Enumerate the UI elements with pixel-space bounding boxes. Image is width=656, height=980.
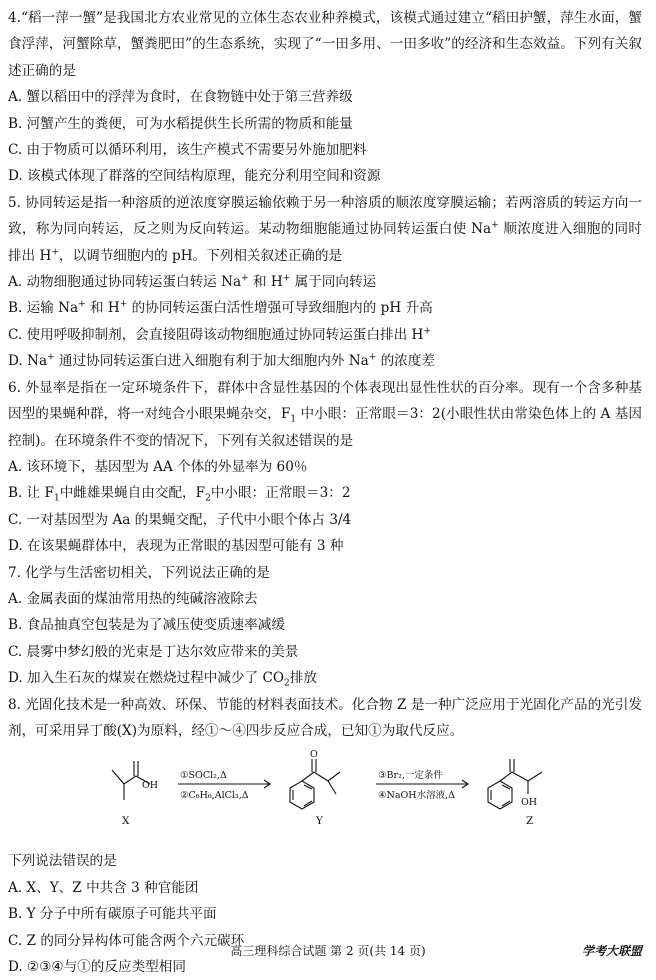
superscript: + <box>241 273 249 284</box>
stem-text: 顺浓度进入细胞的同时排出 H <box>8 221 642 264</box>
question-4-option-b: B. 河蟹产生的粪便，可为水稻提供生长所需的物质和能量 <box>8 115 353 132</box>
page-footer <box>0 938 656 962</box>
option-text: 和 H <box>248 274 283 291</box>
arrow-2-top-label: ③Br₂,一定条件 <box>378 770 443 782</box>
exam-page <box>0 5 656 980</box>
question-6-stem <box>0 375 656 454</box>
question-5-option-c <box>0 322 656 348</box>
option-text: 和 H <box>85 300 120 317</box>
stem-text: ，以调节细胞内的 pH。下列相关叙述正确的是 <box>58 247 343 264</box>
question-7-option-d <box>0 665 656 691</box>
atom-oh-z: OH <box>521 797 538 809</box>
question-8-prompt: 下列说法错误的是 <box>8 853 117 870</box>
option-text: D. Na <box>8 353 48 370</box>
question-6-option-c: C. 一对基因型为 Aa 的果蝇交配，子代中小眼个体占 3/4 <box>8 511 352 528</box>
question-7 <box>0 560 656 692</box>
reaction-arrow-2 <box>376 780 468 788</box>
question-4-option-c: C. 由于物质可以循环利用，该生产模式不需要另外施加肥料 <box>8 142 367 159</box>
subscript: 2 <box>205 494 211 505</box>
option-text: C. 使用呼吸抑制剂，会直接阻碍该动物细胞通过协同转运蛋白排出 H <box>8 326 424 343</box>
page-number: 高三理科综合试题 第 2 页(共 14 页) <box>230 944 426 958</box>
molecule-y <box>290 759 340 809</box>
question-5-option-d <box>0 348 656 374</box>
reaction-scheme-drawing <box>0 748 656 848</box>
option-text: 中雌雄果蝇自由交配，F <box>59 485 206 502</box>
superscript: + <box>78 299 86 310</box>
subscript: 1 <box>53 494 60 505</box>
option-text: 属于同向转运 <box>290 274 377 291</box>
option-text: B. 运输 Na <box>8 300 79 317</box>
label-z: Z <box>526 815 534 828</box>
subscript: 1 <box>290 414 297 425</box>
label-x: X <box>122 815 130 828</box>
arrow-1-top-label: ①SOCl₂,Δ <box>180 770 227 782</box>
stem-text: 5. 协同转运是指一种溶质的逆浓度穿膜运输依赖于另一种溶质的顺浓度穿膜运输；若两溶质的转运方向一致，称为同向转运，反之则为反向转运。某动物细胞能通过协同转运蛋白使 Na <box>8 194 642 238</box>
question-7-option-c: C. 晨雾中梦幻般的光束是丁达尔效应带来的美景 <box>8 643 299 660</box>
question-6-option-a: A. 该环境下，基因型为 AA 个体的外显率为 60％ <box>8 458 308 475</box>
question-6 <box>0 375 656 560</box>
option-text: A. 动物细胞通过协同转运蛋白转运 Na <box>8 274 242 291</box>
option-text: 的浓度差 <box>376 353 435 370</box>
superscript: + <box>119 299 128 310</box>
option-text: 中小眼：正常眼＝3：2 <box>210 485 351 502</box>
publisher-brand: 学考大联盟 <box>581 944 642 958</box>
question-5-stem <box>0 190 656 269</box>
question-5 <box>0 190 656 375</box>
question-6-option-d: D. 在该果蝇群体中，表现为正常眼的基因型可能有 3 种 <box>8 538 344 555</box>
option-text: 通过协同转运蛋白进入细胞有利于加大细胞内外 Na <box>54 353 369 370</box>
atom-o: O <box>310 749 318 761</box>
stem-text: 6. 外显率是指在一定环境条件下，群体中含显性基因的个体表现出显性性状的百分率。现有一个含多种基因型的果蝇种群，将一对纯合小眼果蝇杂交，F <box>8 379 642 423</box>
question-4-option-d: D. 该模式体现了群落的空间结构原理，能充分利用空间和资源 <box>8 168 381 185</box>
question-4-stem: 4.“稻一萍一蟹”是我国北方农业常见的立体生态农业种养模式，该模式通过建立“稻田护蟹，萍生水面，蟹食浮萍，河蟹除草，蟹粪肥田”的生态系统，实现了“一田多用、一田多收”的经济和生态效益。下列有关叙述正确的是 <box>8 10 642 79</box>
option-text: D. 加入生石灰的煤炭在燃烧过程中减少了 CO <box>8 670 285 687</box>
question-6-option-b <box>0 480 656 506</box>
question-4 <box>0 5 656 190</box>
question-8-option-b: B. Y 分子中所有碳原子可能共平面 <box>8 906 217 923</box>
question-8-option-c: C. Z 的同分异构体可能含两个六元碳环 <box>8 932 245 949</box>
question-5-option-a <box>0 269 656 295</box>
superscript: + <box>423 326 431 337</box>
reaction-arrow-1 <box>178 780 270 788</box>
label-y: Y <box>316 815 323 828</box>
option-text: 排放 <box>289 670 317 687</box>
question-7-stem: 7. 化学与生活密切相关，下列说法正确的是 <box>8 564 270 581</box>
superscript: + <box>282 273 291 284</box>
superscript: + <box>47 352 55 363</box>
question-8-option-d: D. ②③④与①的反应类型相同 <box>8 959 186 975</box>
stem-text: 中小眼：正常眼＝3：2(小眼性状由常染色体上的 A 基因控制)。在环境条件不变的情况下，下列有关叙述错误的是 <box>8 406 642 449</box>
superscript: + <box>368 352 377 363</box>
subscript: 2 <box>284 678 290 689</box>
question-8 <box>0 692 656 980</box>
arrow-1-bottom-label: ②C₆H₆,AlCl₃,Δ <box>180 790 249 802</box>
reaction-scheme <box>0 748 656 848</box>
option-text: 的协同转运蛋白活性增强可导致细胞内的 pH 升高 <box>127 300 433 317</box>
superscript: + <box>51 247 59 258</box>
question-8-option-a: A. X、Y、Z 中共含 3 种官能团 <box>8 879 199 896</box>
arrow-2-bottom-label: ④NaOH水溶液,Δ <box>378 790 455 802</box>
superscript: + <box>491 220 499 231</box>
question-4-option-a: A. 蟹以稻田中的浮萍为食时，在食物链中处于第三营养级 <box>8 89 353 106</box>
question-5-option-b <box>0 295 656 321</box>
question-7-option-a: A. 金属表面的煤油常用热的纯碱溶液除去 <box>8 590 258 607</box>
option-text: B. 让 F <box>8 485 54 502</box>
atom-oh-x: OH <box>142 780 159 792</box>
question-8-stem: 8. 光固化技术是一种高效、环保、节能的材料表面技术。化合物 Z 是一种广泛应用于光固化产品的光引发剂，可采用异丁酸(X)为原料，经①～④四步反应合成，已知①为取代反应。 <box>8 696 642 739</box>
question-7-option-b: B. 食品抽真空包装是为了减压使变质速率减缓 <box>8 617 285 634</box>
